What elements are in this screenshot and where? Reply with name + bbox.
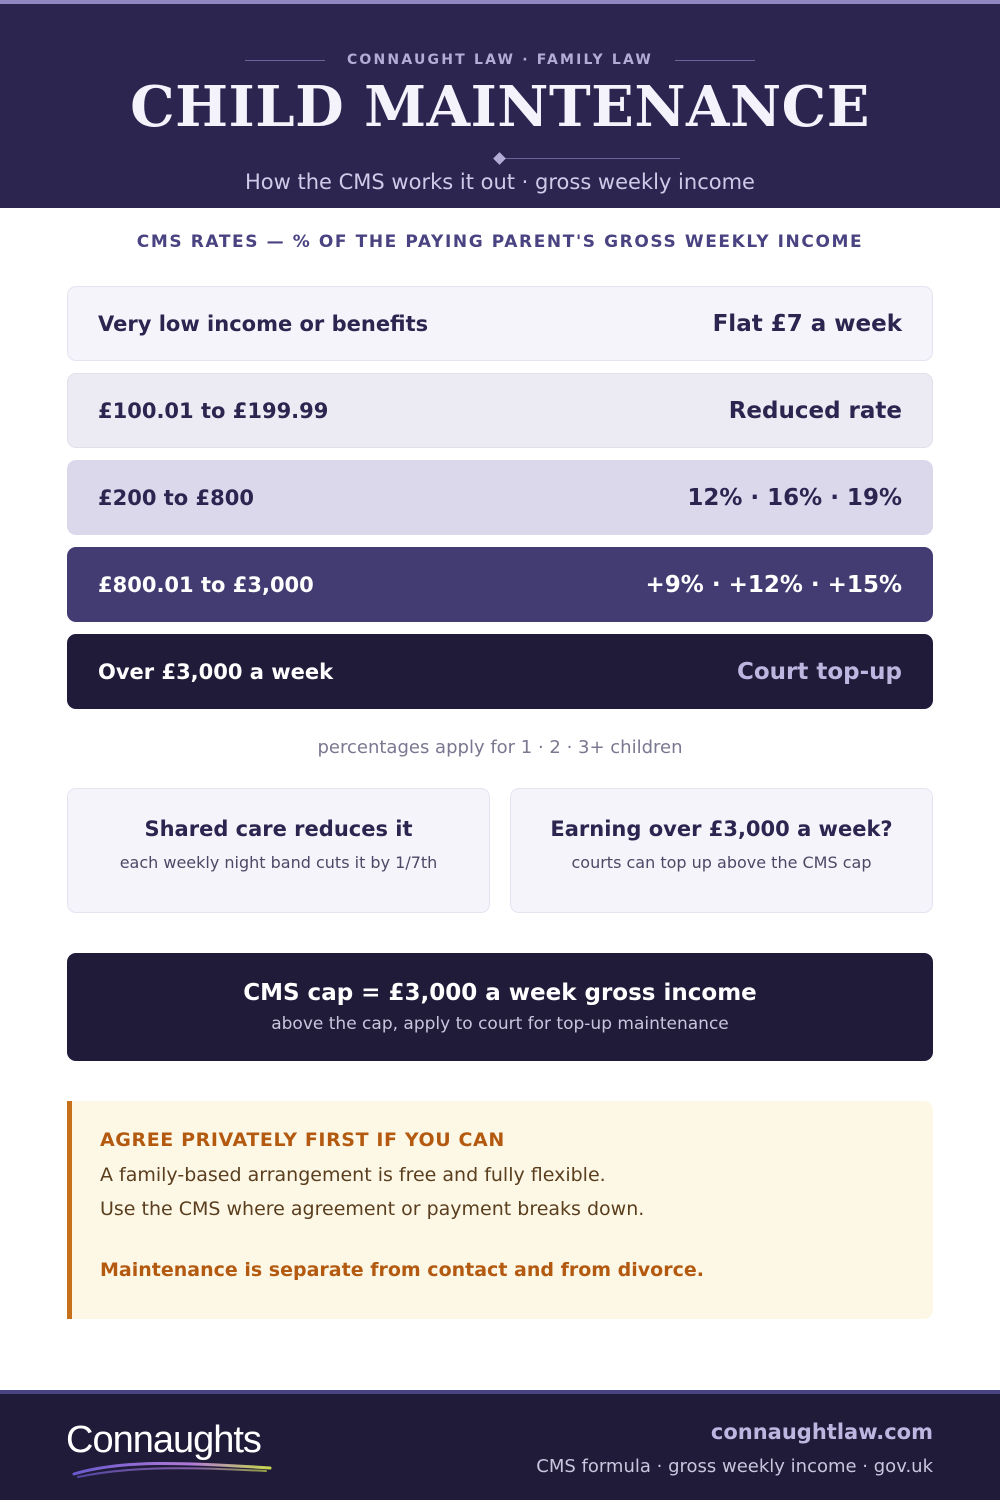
logo-swoosh-icon xyxy=(70,1458,280,1480)
callout-emphasis: Maintenance is separate from contact and from divorce. xyxy=(100,1259,704,1281)
rate-band: Very low income or benefits xyxy=(98,311,429,336)
rate-band: Over £3,000 a week xyxy=(98,659,334,684)
rate-band: £200 to £800 xyxy=(98,485,254,510)
diamond-icon xyxy=(493,152,506,165)
rate-row-over-cap xyxy=(67,634,933,709)
rate-value: Reduced rate xyxy=(728,397,902,424)
card-subtitle: courts can top up above the CMS cap xyxy=(571,853,872,872)
page-footer xyxy=(0,1390,1000,1500)
sources-note: CMS formula · gross weekly income · gov.uk xyxy=(536,1456,933,1477)
connaughts-logo xyxy=(66,1420,286,1476)
kicker-divider-right xyxy=(675,60,755,61)
rates-table xyxy=(67,286,933,721)
kicker-label: CONNAUGHT LAW · FAMILY LAW xyxy=(346,52,654,68)
card-title: Earning over £3,000 a week? xyxy=(550,817,893,841)
page-header xyxy=(0,0,1000,208)
rate-value: +9% · +12% · +15% xyxy=(645,571,902,598)
logo-wordmark: Connaughts xyxy=(66,1419,261,1461)
ornament-line xyxy=(500,158,680,159)
rate-band: £800.01 to £3,000 xyxy=(98,572,314,597)
callout-line-2: Use the CMS where agreement or payment breaks down. xyxy=(100,1198,645,1220)
rate-value: 12% · 16% · 19% xyxy=(687,484,902,511)
rate-row-basic xyxy=(67,460,933,535)
rate-value: Court top-up xyxy=(736,658,902,685)
callout-title: AGREE PRIVATELY FIRST IF YOU CAN xyxy=(100,1129,505,1151)
card-subtitle: each weekly night band cuts it by 1/7th xyxy=(119,853,438,872)
rate-value: Flat £7 a week xyxy=(712,310,902,337)
rate-row-reduced xyxy=(67,373,933,448)
cms-cap-box xyxy=(67,953,933,1061)
kicker-row xyxy=(0,46,1000,74)
rate-row-very-low xyxy=(67,286,933,361)
callout-line-1: A family-based arrangement is free and fully flexible. xyxy=(100,1164,606,1186)
shared-care-card xyxy=(67,788,490,913)
high-earner-card xyxy=(510,788,933,913)
card-title: Shared care reduces it xyxy=(144,817,413,841)
title-ornament xyxy=(410,151,590,167)
cap-title: CMS cap = £3,000 a week gross income xyxy=(243,980,757,1006)
private-agreement-callout xyxy=(67,1101,933,1319)
rate-row-basic-plus xyxy=(67,547,933,622)
website-link[interactable]: connaughtlaw.com xyxy=(710,1420,933,1444)
info-cards xyxy=(67,788,933,913)
rates-section-heading: CMS RATES — % OF THE PAYING PARENT'S GROSS WEEKLY INCOME xyxy=(136,232,864,252)
kicker-divider-left xyxy=(245,60,325,61)
cap-subtitle: above the cap, apply to court for top-up maintenance xyxy=(271,1014,729,1034)
percentages-note: percentages apply for 1 · 2 · 3+ children xyxy=(317,737,683,758)
page-title: CHILD MAINTENANCE xyxy=(130,74,870,140)
rate-band: £100.01 to £199.99 xyxy=(98,398,329,423)
page-subtitle: How the CMS works it out · gross weekly income xyxy=(245,170,755,194)
